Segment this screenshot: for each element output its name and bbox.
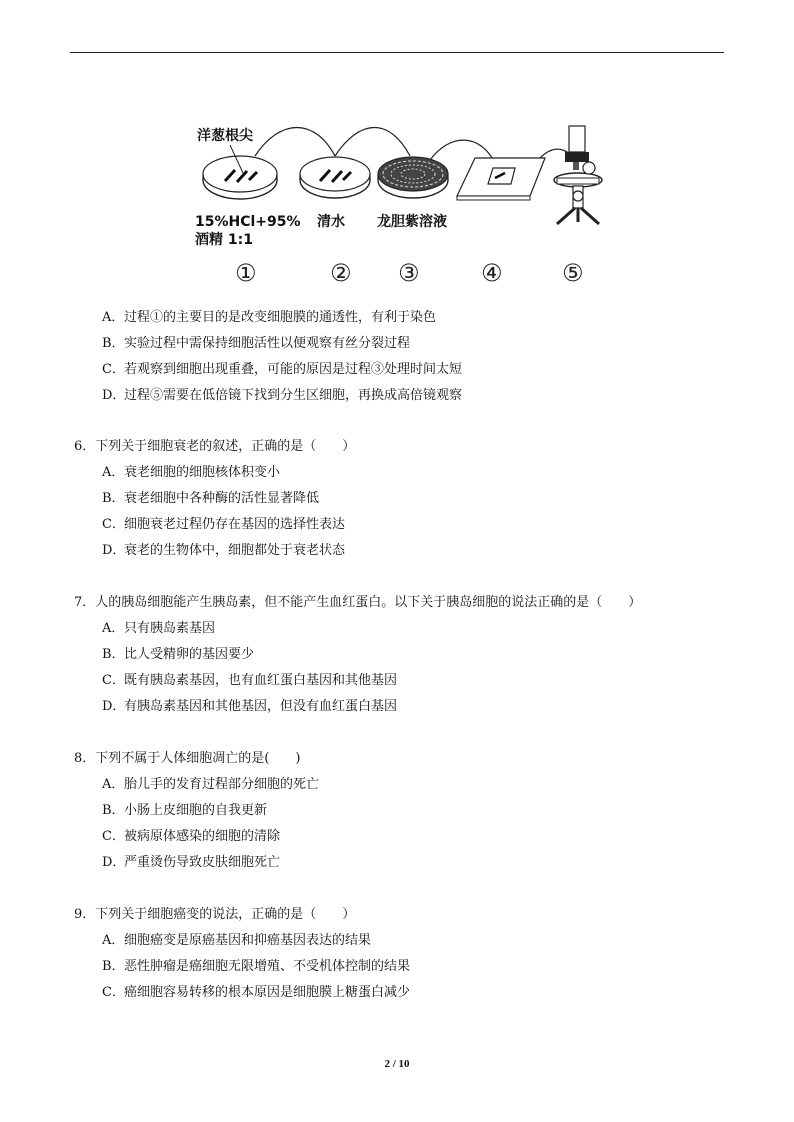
q5-option-b	[102, 335, 410, 353]
q7-option-b-letter: B．	[102, 647, 125, 662]
connector-arc-1-2	[255, 128, 335, 157]
q6-option-b-text: 衰老细胞中各种酶的活性显著降低	[124, 491, 320, 506]
q8-option-b-text: 小肠上皮细胞的自我更新	[124, 803, 268, 818]
q8-option-c	[102, 828, 280, 846]
q9-option-c	[102, 984, 410, 1002]
q8-option-c-letter: C．	[102, 829, 125, 844]
q8-title: 8．下列不属于人体细胞凋亡的是( )	[74, 751, 301, 766]
q5-option-c-text: 若观察到细胞出现重叠，可能的原因是过程③处理时间太短	[124, 362, 463, 377]
q9-option-a-letter: A．	[102, 933, 125, 948]
step-number-2: ②	[330, 259, 352, 287]
q8-option-d-text: 严重烫伤导致皮肤细胞死亡	[124, 855, 281, 870]
q6-option-c-text: 细胞衰老过程仍存在基因的选择性表达	[124, 517, 346, 532]
q6-option-b-letter: B．	[102, 491, 125, 506]
q7-option-d-letter: D．	[102, 699, 126, 714]
q8-option-c-text: 被病原体感染的细胞的清除	[124, 829, 281, 844]
q6-option-c-letter: C．	[102, 517, 125, 532]
q5-option-c-letter: C．	[102, 362, 125, 377]
q6-title: 6．下列关于细胞衰老的叙述，正确的是（ ）	[74, 439, 356, 454]
q5-option-c	[102, 361, 462, 379]
q7-option-a-letter: A．	[102, 621, 125, 636]
label-stain: 龙胆紫溶液	[377, 214, 447, 230]
label-hcl-line2: 酒精 1:1	[195, 232, 253, 248]
q6-option-d	[102, 542, 345, 560]
q8-option-b-letter: B．	[102, 803, 125, 818]
q9-option-c-text: 癌细胞容易转移的根本原因是细胞膜上糖蛋白减少	[124, 985, 411, 1000]
q6-option-a	[102, 464, 280, 482]
q7-option-b-text: 比人受精卵的基因要少	[124, 647, 255, 662]
experiment-diagram	[185, 118, 615, 296]
petri-dish-2	[300, 157, 370, 198]
page-number: 2 / 10	[384, 1058, 410, 1070]
q7-option-d-text: 有胰岛素基因和其他基因，但没有血红蛋白基因	[124, 699, 398, 714]
q5-option-a-letter: A．	[102, 310, 125, 325]
connector-arc-2-3	[335, 128, 410, 157]
q7-title: 7．人的胰岛细胞能产生胰岛素，但不能产生血红蛋白。以下关于胰岛细胞的说法正确的是（ ）	[74, 595, 642, 610]
label-water: 清水	[317, 214, 345, 230]
microscope	[554, 126, 602, 224]
step-number-1: ①	[235, 259, 257, 287]
q6-option-c	[102, 516, 345, 534]
q5-option-d	[102, 387, 462, 405]
q9-option-b-letter: B．	[102, 959, 125, 974]
q7-option-d	[102, 698, 397, 716]
q9-title: 9．下列关于细胞癌变的说法，正确的是（ ）	[74, 907, 356, 922]
header-rule	[70, 52, 724, 53]
q7-option-c-letter: C．	[102, 673, 125, 688]
q6-option-b	[102, 490, 319, 508]
q5-option-b-text: 实验过程中需保持细胞活性以便观察有丝分裂过程	[124, 336, 411, 351]
q9-option-c-letter: C．	[102, 985, 125, 1000]
q8-option-d-letter: D．	[102, 855, 126, 870]
q7-option-b	[102, 646, 254, 664]
label-hcl-line1: 15%HCl+95%	[195, 214, 301, 230]
q8-option-b	[102, 802, 267, 820]
q8-option-a-text: 胎儿手的发育过程部分细胞的死亡	[124, 777, 320, 792]
q9-option-a	[102, 932, 371, 950]
q5-option-b-letter: B．	[102, 336, 125, 351]
q7-option-a-text: 只有胰岛素基因	[124, 621, 216, 636]
step-number-5: ⑤	[562, 259, 584, 287]
step-number-3: ③	[398, 259, 420, 287]
q6-option-d-letter: D．	[102, 543, 126, 558]
q9-option-a-text: 细胞癌变是原癌基因和抑癌基因表达的结果	[124, 933, 372, 948]
q7-option-c-text: 既有胰岛素基因，也有血红蛋白基因和其他基因	[124, 673, 398, 688]
q7-option-a	[102, 620, 215, 638]
q6-option-d-text: 衰老的生物体中，细胞都处于衰老状态	[124, 543, 346, 558]
q6-option-a-letter: A．	[102, 465, 125, 480]
petri-dish-3	[378, 157, 448, 198]
petri-dish-1	[203, 145, 277, 199]
q5-option-d-text: 过程⑤需要在低倍镜下找到分生区细胞，再换成高倍镜观察	[124, 388, 463, 403]
label-onion-root-tip: 洋葱根尖	[197, 128, 253, 144]
q5-option-a-text: 过程①的主要目的是改变细胞膜的通透性，有利于染色	[124, 310, 437, 325]
glass-slide	[457, 158, 545, 200]
q5-option-a	[102, 309, 436, 327]
q5-option-d-letter: D．	[102, 388, 126, 403]
q9-option-b-text: 恶性肿瘤是癌细胞无限增殖、不受机体控制的结果	[124, 959, 411, 974]
step-number-4: ④	[481, 259, 503, 287]
q8-option-a	[102, 776, 319, 794]
experiment-figure	[185, 118, 615, 296]
q6-option-a-text: 衰老细胞的细胞核体积变小	[124, 465, 281, 480]
q8-option-a-letter: A．	[102, 777, 125, 792]
q9-option-b	[102, 958, 410, 976]
q8-option-d	[102, 854, 280, 872]
q7-option-c	[102, 672, 397, 690]
